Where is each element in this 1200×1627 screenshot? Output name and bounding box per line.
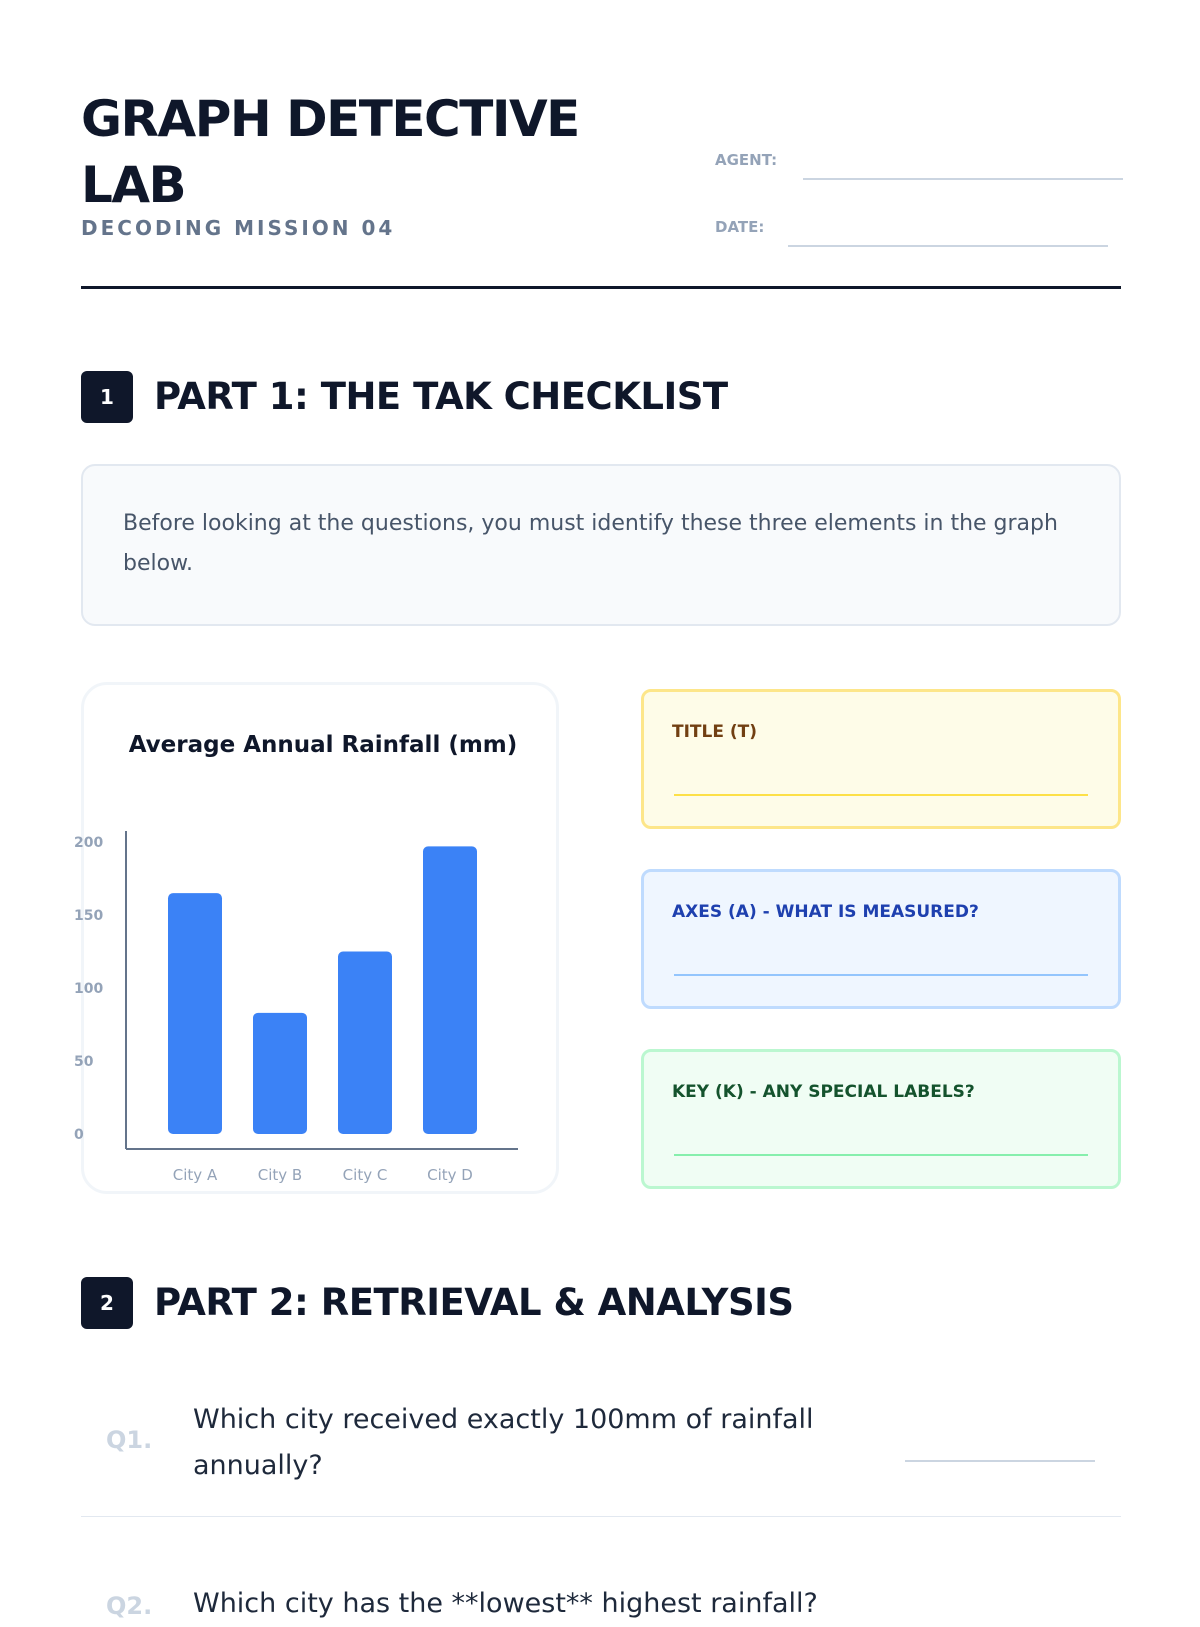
date-field[interactable] [788, 245, 1108, 247]
section-title: PART 2: RETRIEVAL & ANALYSIS [154, 1281, 794, 1324]
key-answer-line[interactable] [674, 1154, 1088, 1156]
y-tick-label: 0 [74, 1127, 84, 1143]
instruction-box [81, 464, 1121, 626]
header-divider [81, 286, 1121, 289]
y-tick-label: 100 [74, 981, 104, 997]
y-tick-label: 150 [74, 908, 104, 924]
title-answer-box [641, 689, 1121, 829]
key-box-label: KEY (K) - ANY SPECIAL LABELS? [672, 1082, 975, 1102]
x-category-label: City D [427, 1166, 473, 1184]
y-tick-label: 200 [74, 835, 104, 851]
title-answer-line[interactable] [674, 794, 1088, 796]
question-text: Which city received exactly 100mm of rainfall annually? [193, 1404, 814, 1481]
date-label: DATE: [715, 218, 765, 236]
axes-box-label: AXES (A) - WHAT IS MEASURED? [672, 902, 979, 922]
x-category-label: City C [342, 1166, 388, 1184]
instruction-text: Before looking at the questions, you must identify these three elements in the graph below. [123, 511, 1058, 576]
question-text: Which city has the **lowest** highest rainfall? [193, 1588, 818, 1619]
chart-card [81, 682, 559, 1194]
section-number-badge: 2 [81, 1277, 133, 1329]
y-tick-label: 50 [74, 1054, 94, 1070]
section-number-badge: 1 [81, 371, 133, 423]
section-title: PART 1: THE TAK CHECKLIST [154, 375, 728, 418]
agent-field[interactable] [803, 178, 1123, 180]
answer-line[interactable] [905, 1460, 1095, 1462]
agent-label: AGENT: [715, 151, 778, 169]
axes-answer-box [641, 869, 1121, 1009]
title-box-label: TITLE (T) [672, 722, 758, 742]
x-category-label: City A [172, 1166, 218, 1184]
question-number: Q2. [106, 1592, 153, 1620]
key-answer-box [641, 1049, 1121, 1189]
page-subtitle: DECODING MISSION 04 [81, 216, 396, 240]
page-title: GRAPH DETECTIVE LAB [81, 90, 579, 214]
chart-title: Average Annual Rainfall (mm) [128, 732, 518, 758]
question-divider [81, 1516, 1121, 1517]
x-category-label: City B [257, 1166, 303, 1184]
question-number: Q1. [106, 1426, 153, 1454]
axes-answer-line[interactable] [674, 974, 1088, 976]
